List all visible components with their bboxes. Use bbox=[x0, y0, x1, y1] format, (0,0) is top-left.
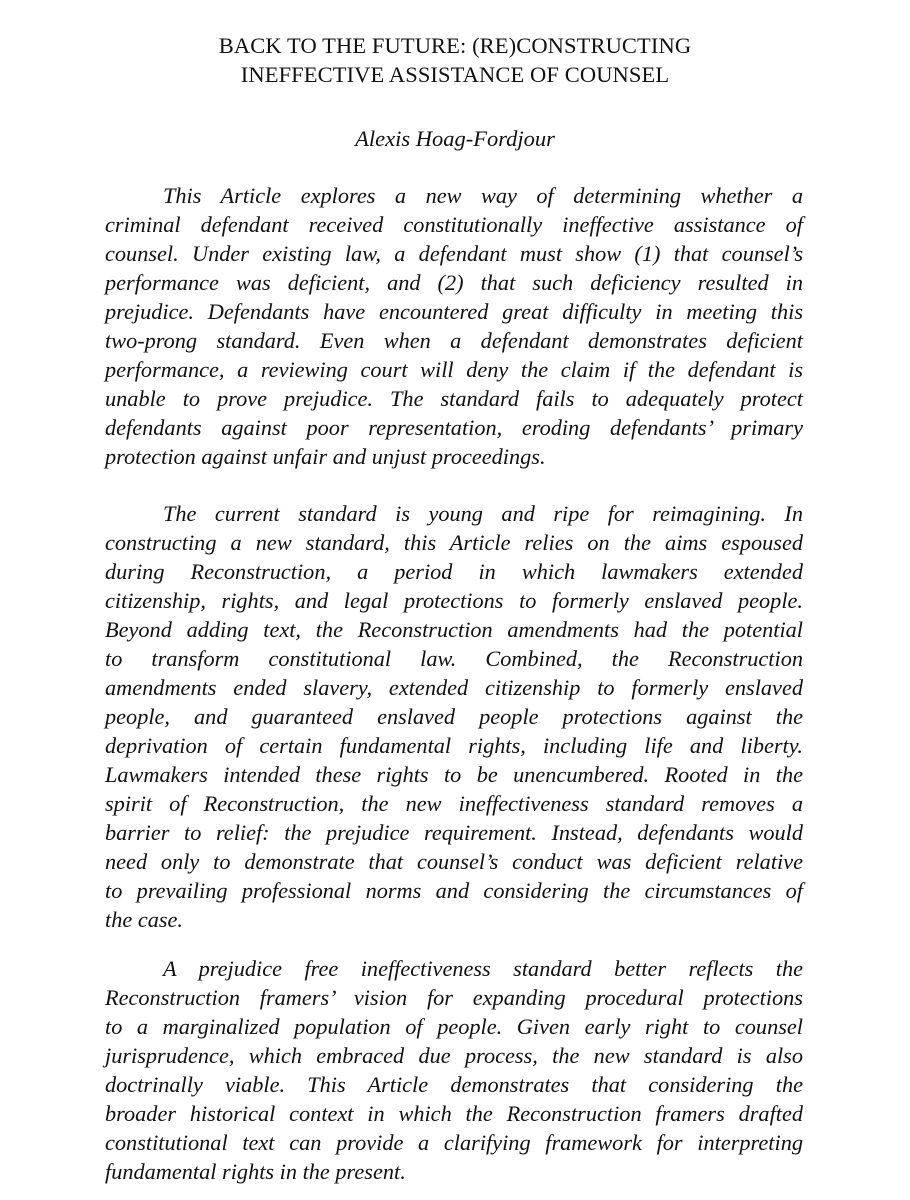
author-name: Alexis Hoag-Fordjour bbox=[355, 126, 555, 151]
paragraph-line: the case. bbox=[105, 907, 184, 932]
paragraph-line: This Article explores a new way of determining whether a bbox=[163, 183, 803, 208]
paragraph-line: prejudice. Defendants have encountered great difficulty in meeting this bbox=[105, 299, 803, 324]
abstract-paragraph-2 bbox=[105, 499, 803, 934]
paragraph-line: counsel. Under existing law, a defendant must show (1) that counsel’s bbox=[105, 241, 803, 266]
paragraph-line: fundamental rights in the present. bbox=[105, 1159, 406, 1184]
paragraph-line: A prejudice free ineffectiveness standard better reflects the bbox=[163, 956, 803, 981]
paragraph-line: two-prong standard. Even when a defendant demonstrates deficient bbox=[105, 328, 803, 353]
paragraph-line: jurisprudence, which embraced due process, the new standard is also bbox=[105, 1043, 803, 1068]
paragraph-line: amendments ended slavery, extended citizenship to formerly enslaved bbox=[105, 675, 803, 700]
paragraph-line: protection against unfair and unjust proceedings. bbox=[105, 444, 546, 469]
paragraph-line: doctrinally viable. This Article demonstrates that considering the bbox=[105, 1072, 803, 1097]
paragraph-line: The current standard is young and ripe for reimagining. In bbox=[163, 501, 803, 526]
article-title-line-2: INEFFECTIVE ASSISTANCE OF COUNSEL bbox=[240, 62, 670, 87]
paragraph-line: deprivation of certain fundamental rights, including life and liberty. bbox=[105, 733, 803, 758]
paragraph-line: to prevailing professional norms and considering the circumstances of bbox=[105, 878, 803, 903]
abstract-paragraph-1 bbox=[105, 181, 803, 471]
paragraph-line: criminal defendant received constitutionally ineffective assistance of bbox=[105, 212, 803, 237]
paragraph-line: during Reconstruction, a period in which lawmakers extended bbox=[105, 559, 803, 584]
paragraph-line: barrier to relief: the prejudice requirement. Instead, defendants would bbox=[105, 820, 803, 845]
paragraph-line: Beyond adding text, the Reconstruction amendments had the potential bbox=[105, 617, 803, 642]
paragraph-line: people, and guaranteed enslaved people protections against the bbox=[105, 704, 803, 729]
article-title-line-1: BACK TO THE FUTURE: (RE)CONSTRUCTING bbox=[218, 33, 692, 58]
paragraph-line: spirit of Reconstruction, the new ineffectiveness standard removes a bbox=[105, 791, 803, 816]
article-title bbox=[0, 31, 910, 89]
abstract-paragraph-3 bbox=[105, 954, 803, 1186]
paragraph-line: need only to demonstrate that counsel’s conduct was deficient relative bbox=[105, 849, 803, 874]
paragraph-line: Reconstruction framers’ vision for expanding procedural protections bbox=[105, 985, 803, 1010]
paragraph-line: defendants against poor representation, eroding defendants’ primary bbox=[105, 415, 803, 440]
paragraph-line: to transform constitutional law. Combined, the Reconstruction bbox=[105, 646, 803, 671]
paragraph-line: citizenship, rights, and legal protections to formerly enslaved people. bbox=[105, 588, 803, 613]
paragraph-line: performance, a reviewing court will deny the claim if the defendant is bbox=[105, 357, 803, 382]
paragraph-line: broader historical context in which the Reconstruction framers drafted bbox=[105, 1101, 803, 1126]
paragraph-line: constructing a new standard, this Article relies on the aims espoused bbox=[105, 530, 803, 555]
paragraph-line: performance was deficient, and (2) that such deficiency resulted in bbox=[105, 270, 803, 295]
paragraph-line: unable to prove prejudice. The standard fails to adequately protect bbox=[105, 386, 803, 411]
paragraph-line: Lawmakers intended these rights to be unencumbered. Rooted in the bbox=[105, 762, 803, 787]
paragraph-line: constitutional text can provide a clarifying framework for interpreting bbox=[105, 1130, 803, 1155]
paragraph-line: to a marginalized population of people. Given early right to counsel bbox=[105, 1014, 803, 1039]
